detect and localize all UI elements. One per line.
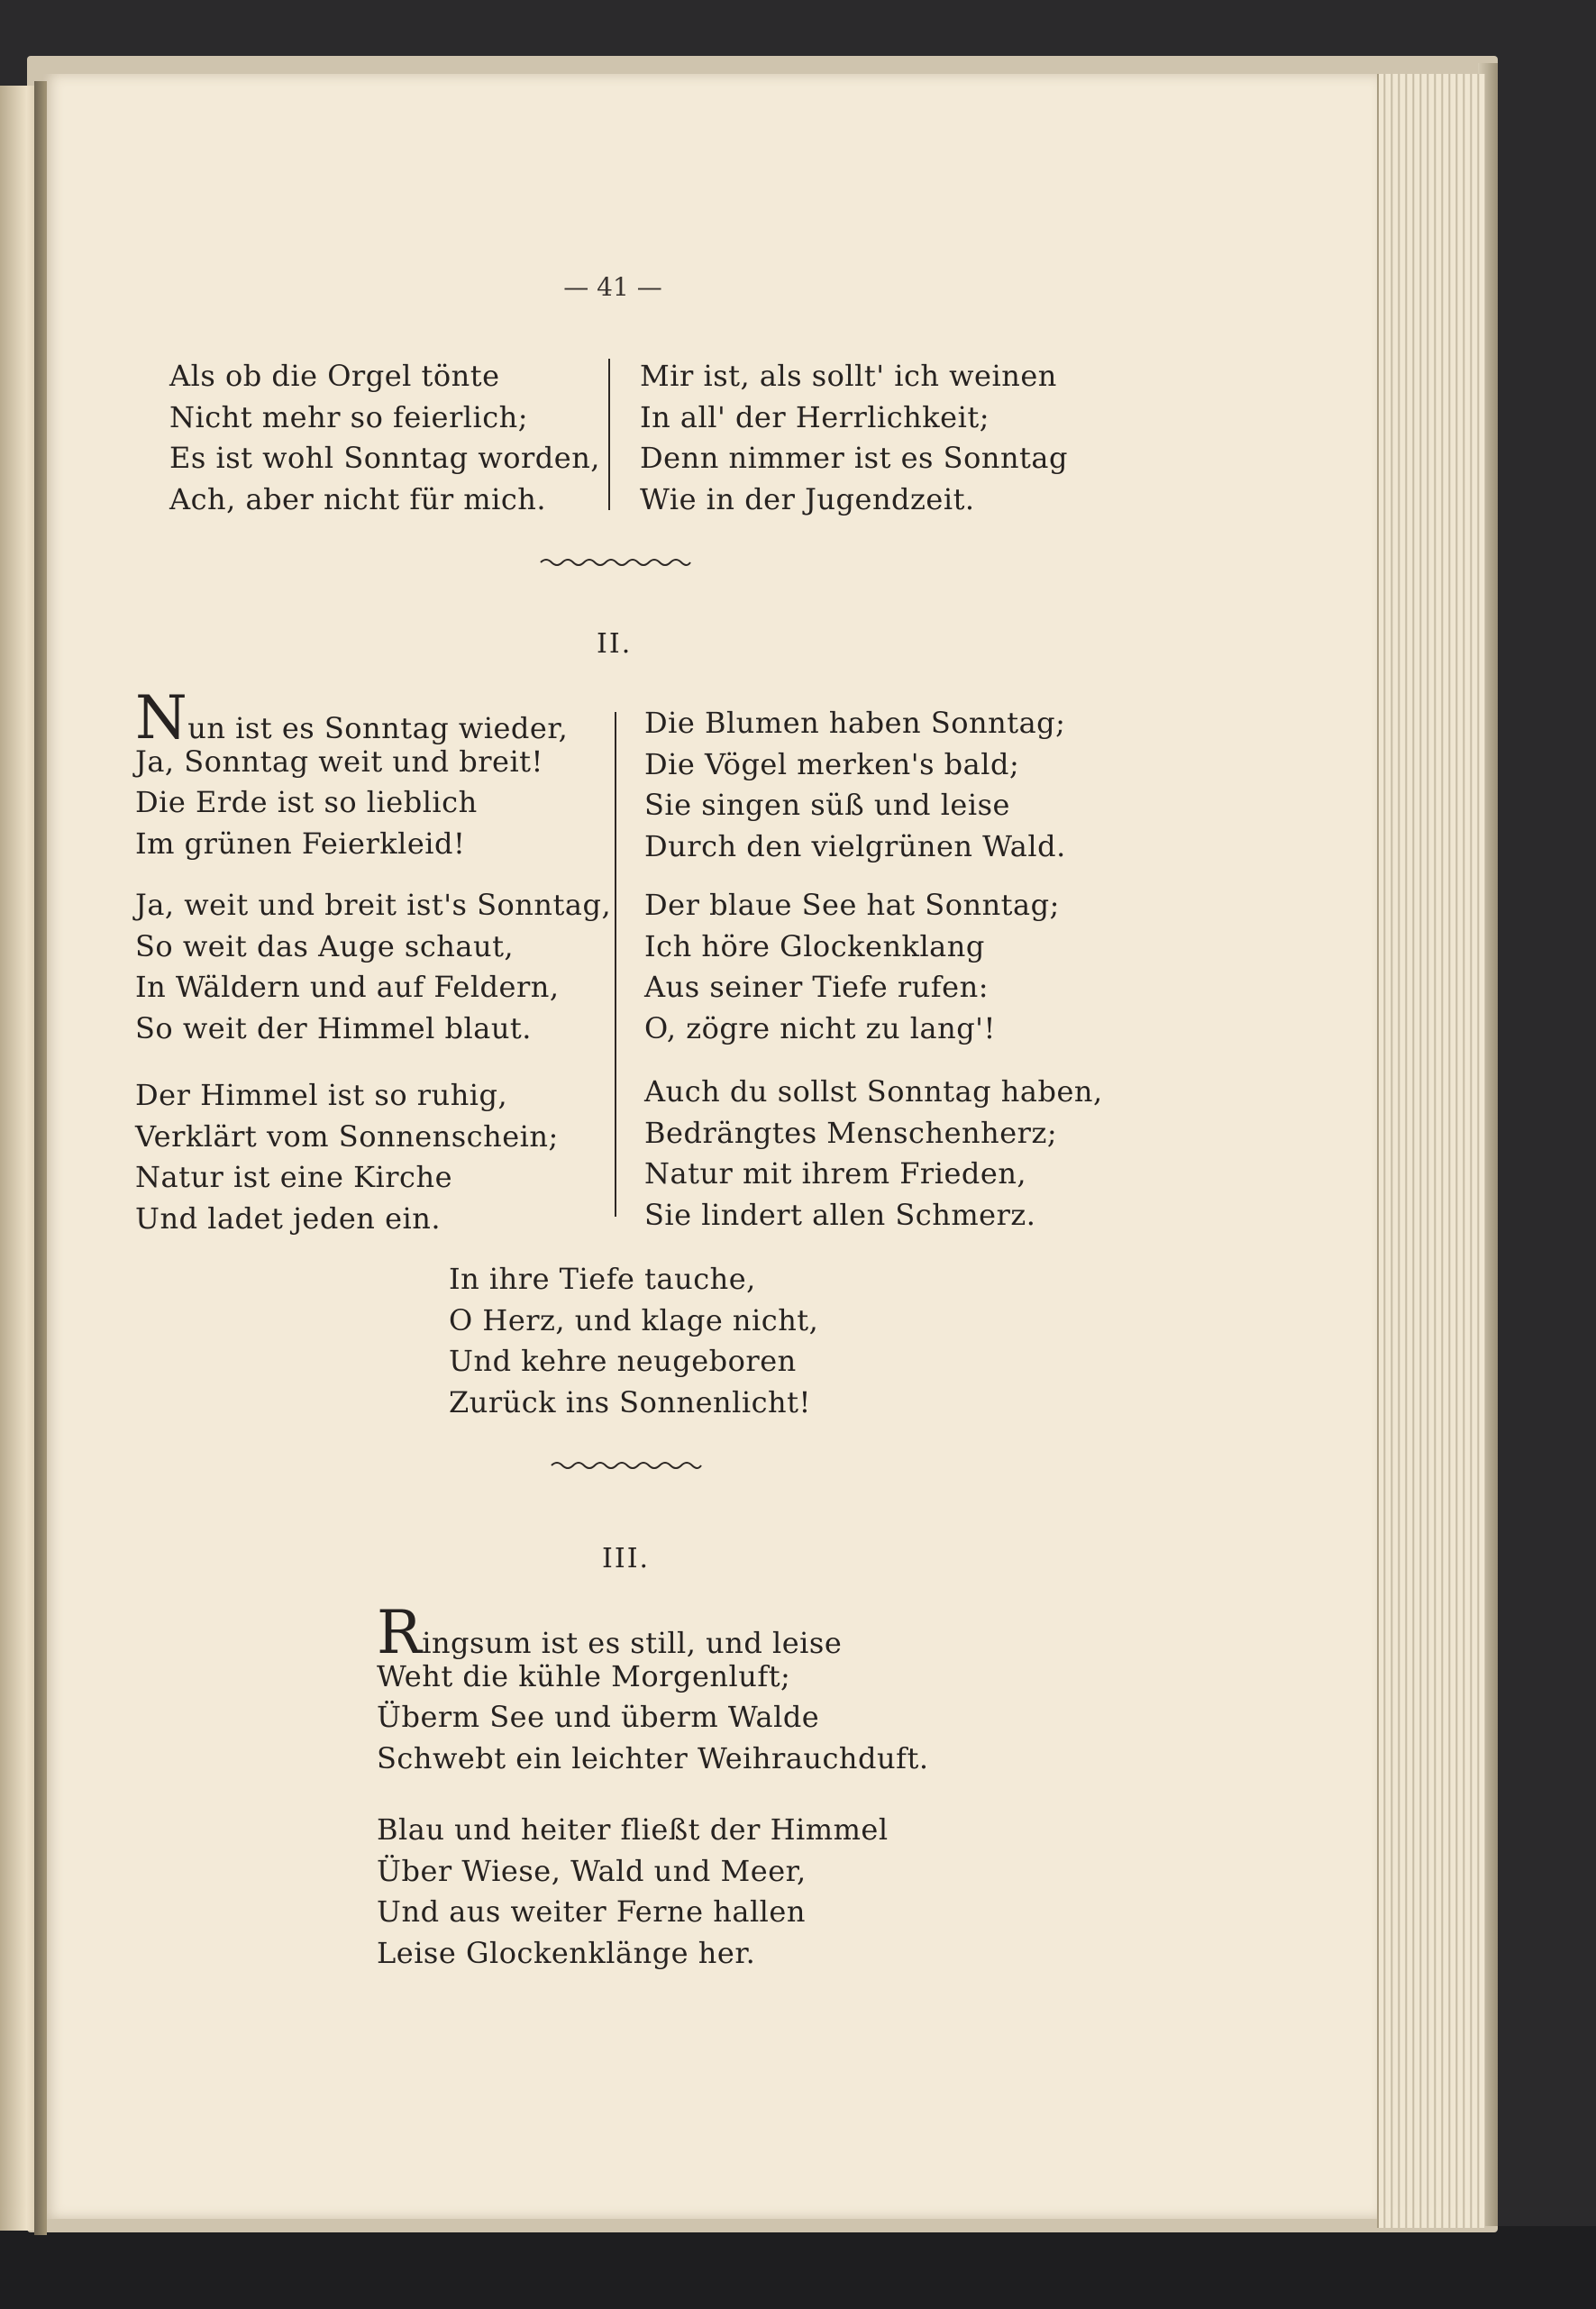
stanza (644, 885, 1060, 1049)
verse-text: un ist es Sonntag wieder, (187, 711, 569, 745)
verse-line: Und ladet jeden ein. (135, 1200, 442, 1236)
verse-line: Blau und heiter fließt der Himmel (377, 1812, 889, 1847)
verse-line: Als ob die Orgel tönte (169, 359, 500, 393)
stanza (377, 1810, 889, 1974)
verse-line: Leise Glockenklänge her. (377, 1935, 756, 1970)
verse-text: ingsum ist es still, und leise (422, 1626, 843, 1660)
verse-line: Ja, Sonntag weit und breit! (135, 744, 543, 779)
stanza (135, 1075, 559, 1239)
verse-line: Und kehre neugeboren (449, 1344, 797, 1378)
book-gutter (34, 81, 47, 2235)
verse-line: Bedrängtes Menschenherz; (644, 1115, 1058, 1150)
verse-line (135, 683, 569, 753)
verse-line: Verklärt vom Sonnenschein; (135, 1118, 559, 1154)
verse-line: O, zögre nicht zu lang'! (644, 1010, 996, 1045)
stanza (449, 1259, 818, 1423)
verse-line: Mir ist, als sollt' ich weinen (640, 359, 1057, 393)
verse-line: In ihre Tiefe tauche, (449, 1262, 756, 1296)
verse-line: Natur ist eine Kirche (135, 1160, 452, 1194)
verse-line: Ja, weit und breit ist's Sonntag, (135, 888, 612, 922)
verse-line: Der blaue See hat Sonntag; (644, 888, 1060, 922)
verse-line: Die Vögel merken's bald; (644, 746, 1020, 781)
verse-line: In all' der Herrlichkeit; (640, 399, 990, 434)
verse-line: Die Blumen haben Sonntag; (644, 706, 1066, 740)
verse-line: Über Wiese, Wald und Meer, (377, 1853, 807, 1888)
verse-line: Es ist wohl Sonntag worden, (169, 441, 600, 475)
verse-line: Im grünen Feierkleid! (135, 826, 466, 861)
stanza-continuation-left (169, 356, 600, 520)
verse-line: Aus seiner Tiefe rufen: (644, 970, 989, 1004)
stanza-continuation-right (640, 356, 1068, 520)
wave-ornament (550, 1458, 703, 1473)
verse-line: Sie singen süß und leise (644, 788, 1010, 822)
verse-line: Durch den vielgrünen Wald. (644, 828, 1066, 863)
page-edges (1377, 74, 1485, 2228)
stanza (135, 683, 569, 864)
verse-line: Der Himmel ist so ruhig, (135, 1078, 508, 1112)
verse-line: Die Erde ist so lieblich (135, 785, 478, 819)
background (0, 2226, 1596, 2309)
verse-line: Und aus weiter Ferne hallen (377, 1894, 806, 1929)
verse-line: Nicht mehr so feierlich; (169, 399, 529, 434)
stanza (644, 1072, 1103, 1236)
column-divider (608, 359, 610, 510)
verse-line: Schwebt ein leichter Weihrauchduft. (377, 1740, 929, 1775)
verse-line: Überm See und überm Walde (377, 1700, 820, 1734)
section-numeral: II. (597, 628, 633, 660)
verse-line: Zurück ins Sonnenlicht! (449, 1384, 811, 1419)
verse-line: Weht die kühle Morgenluft; (377, 1658, 791, 1693)
stanza (644, 703, 1066, 867)
page-number: — 41 — (563, 272, 662, 302)
verse-line: So weit das Auge schaut, (135, 928, 515, 963)
stanza (135, 885, 611, 1049)
column-divider (615, 712, 616, 1217)
verse-line (377, 1598, 929, 1667)
verse-line: Sie lindert allen Schmerz. (644, 1197, 1036, 1232)
left-page-edge (0, 86, 38, 2231)
stanza (377, 1598, 929, 1779)
section-numeral: III. (602, 1543, 651, 1574)
verse-line: Natur mit ihrem Frieden, (644, 1156, 1027, 1191)
verse-line: So weit der Himmel blaut. (135, 1010, 532, 1045)
verse-line: Wie in der Jugendzeit. (640, 481, 975, 516)
verse-line: In Wäldern und auf Feldern, (135, 970, 560, 1004)
verse-line: Denn nimmer ist es Sonntag (640, 441, 1068, 475)
drop-cap: R (377, 1598, 423, 1667)
verse-line: O Herz, und klage nicht, (449, 1302, 819, 1337)
verse-line: Ich höre Glockenklang (644, 928, 985, 963)
drop-cap: N (135, 683, 188, 753)
verse-line: Ach, aber nicht für mich. (169, 481, 547, 516)
wave-ornament (539, 555, 692, 570)
verse-line: Auch du sollst Sonntag haben, (644, 1074, 1103, 1109)
